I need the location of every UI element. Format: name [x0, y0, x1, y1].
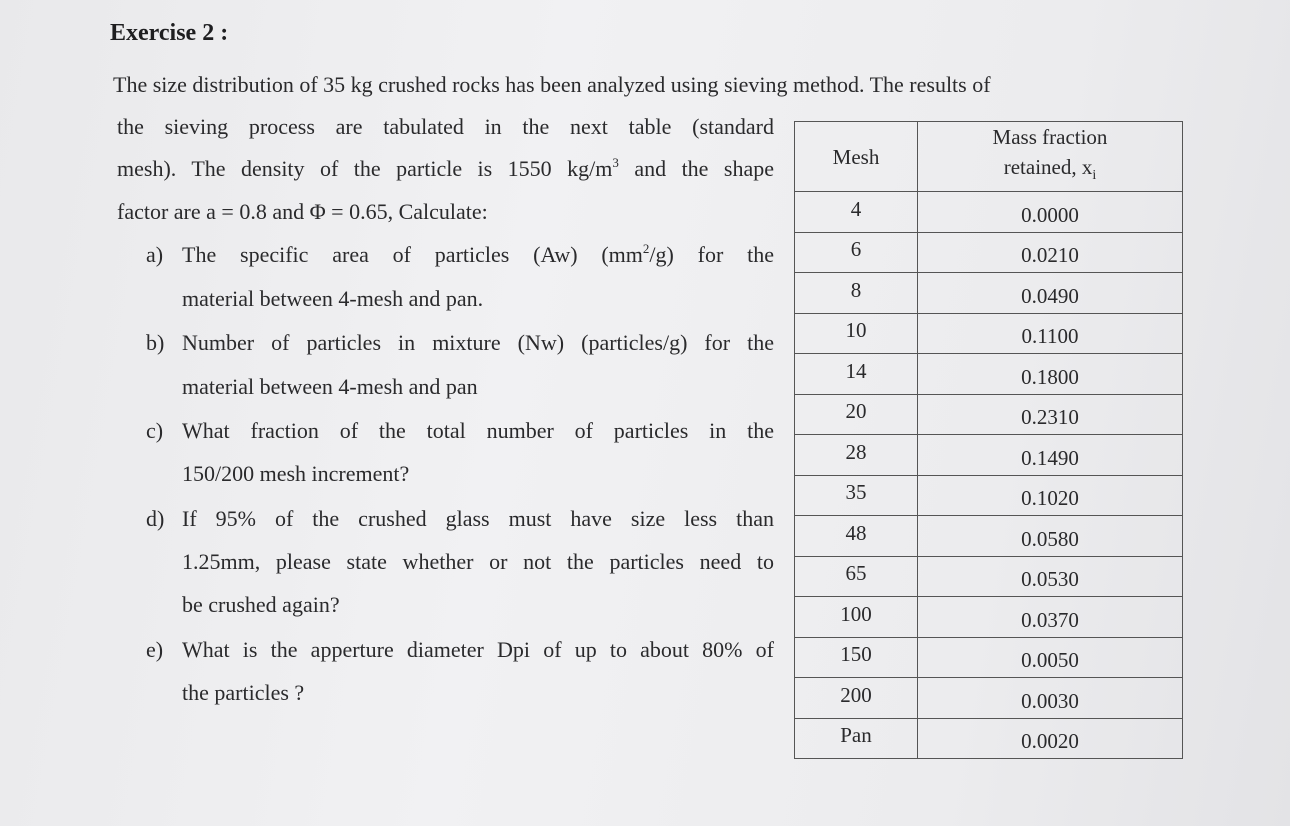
intro-line-2: the sieving process are tabulated in the next table (standard [117, 114, 774, 139]
question-c-label: c) [146, 418, 164, 443]
question-a-sup: 2 [642, 241, 650, 256]
mesh-cell: 28 [795, 435, 918, 476]
question-a-tail: /g) for the [649, 242, 774, 267]
sieve-results-table [794, 121, 1183, 759]
mesh-cell: 8 [795, 273, 918, 314]
table-row [795, 192, 1183, 233]
fraction-cell: 0.0490 [918, 273, 1183, 314]
question-b-line-1 [146, 330, 774, 356]
table-row [795, 678, 1183, 719]
table-header-row [795, 122, 1183, 192]
intro-line-1: The size distribution of 35 kg crushed rocks has been analyzed using sieving method. The results of [113, 72, 991, 97]
fraction-cell: 0.0210 [918, 232, 1183, 273]
fraction-cell: 0.0050 [918, 637, 1183, 678]
table-row [795, 597, 1183, 638]
fraction-cell: 0.0370 [918, 597, 1183, 638]
question-e-text: What is the apperture diameter Dpi of up to about 80% of [182, 637, 774, 662]
fraction-cell: 0.1100 [918, 313, 1183, 354]
table-row [795, 435, 1183, 476]
table-row [795, 516, 1183, 557]
fraction-cell: 0.0530 [918, 556, 1183, 597]
fraction-cell: 0.0000 [918, 192, 1183, 233]
mass-fraction-header-text: retained, x [1003, 155, 1093, 179]
table-row [795, 394, 1183, 435]
mesh-column-header: Mesh [795, 122, 918, 192]
question-d-line-3: be crushed again? [182, 592, 340, 617]
table-row [795, 273, 1183, 314]
intro-line-4: factor are a = 0.8 and Φ = 0.65, Calculate: [117, 199, 488, 224]
table-row [795, 313, 1183, 354]
mesh-cell: Pan [795, 718, 918, 759]
table-row [795, 232, 1183, 273]
fraction-cell: 0.1020 [918, 475, 1183, 516]
mass-fraction-header-line-2 [918, 152, 1182, 191]
mesh-cell: 200 [795, 678, 918, 719]
mass-fraction-header-line-1: Mass fraction [992, 125, 1108, 149]
question-c-text: What fraction of the total number of particles in the [182, 418, 774, 443]
question-e-line-2: the particles ? [182, 680, 305, 705]
question-e-label: e) [146, 637, 164, 662]
fraction-cell: 0.1490 [918, 435, 1183, 476]
fraction-cell: 0.0580 [918, 516, 1183, 557]
question-d-line-1 [146, 506, 774, 532]
question-b-text: Number of particles in mixture (Nw) (particles/g) for the [182, 330, 774, 355]
question-b-label: b) [146, 330, 165, 355]
mesh-cell: 35 [795, 475, 918, 516]
question-d-line-2: 1.25mm, please state whether or not the particles need to [182, 549, 774, 574]
question-d-text: If 95% of the crushed glass must have size less than [182, 506, 774, 531]
fraction-cell: 0.0030 [918, 678, 1183, 719]
fraction-cell: 0.1800 [918, 354, 1183, 395]
mass-fraction-column-header [918, 122, 1183, 192]
table-row [795, 354, 1183, 395]
table-row [795, 475, 1183, 516]
mesh-cell: 48 [795, 516, 918, 557]
mesh-cell: 150 [795, 637, 918, 678]
question-a-line-1 [146, 242, 774, 268]
mesh-cell: 100 [795, 597, 918, 638]
mesh-cell: 10 [795, 313, 918, 354]
question-d-label: d) [146, 506, 165, 531]
question-c-line-1 [146, 418, 774, 444]
intro-line-3-sup: 3 [612, 155, 619, 170]
intro-line-3-tail: and the shape [618, 156, 774, 181]
question-a-label: a) [146, 242, 164, 267]
intro-line-3-text: mesh). The density of the particle is 1550 kg/m [117, 156, 613, 181]
question-a-text: The specific area of particles (Aw) (mm [182, 242, 643, 267]
question-e-line-1 [146, 637, 774, 663]
mesh-cell: 4 [795, 192, 918, 233]
fraction-cell: 0.0020 [918, 718, 1183, 759]
question-a-line-2: material between 4-mesh and pan. [182, 286, 484, 311]
table-row [795, 718, 1183, 759]
mesh-cell: 6 [795, 232, 918, 273]
table-row [795, 556, 1183, 597]
question-c-line-2: 150/200 mesh increment? [182, 461, 410, 486]
mesh-cell: 65 [795, 556, 918, 597]
mesh-cell: 20 [795, 394, 918, 435]
table-row [795, 637, 1183, 678]
exercise-title: Exercise 2 : [110, 20, 229, 46]
mesh-cell: 14 [795, 354, 918, 395]
fraction-cell: 0.2310 [918, 394, 1183, 435]
question-b-line-2: material between 4-mesh and pan [182, 374, 478, 399]
intro-line-3 [117, 156, 774, 182]
mass-fraction-header-sub: i [1092, 168, 1097, 184]
